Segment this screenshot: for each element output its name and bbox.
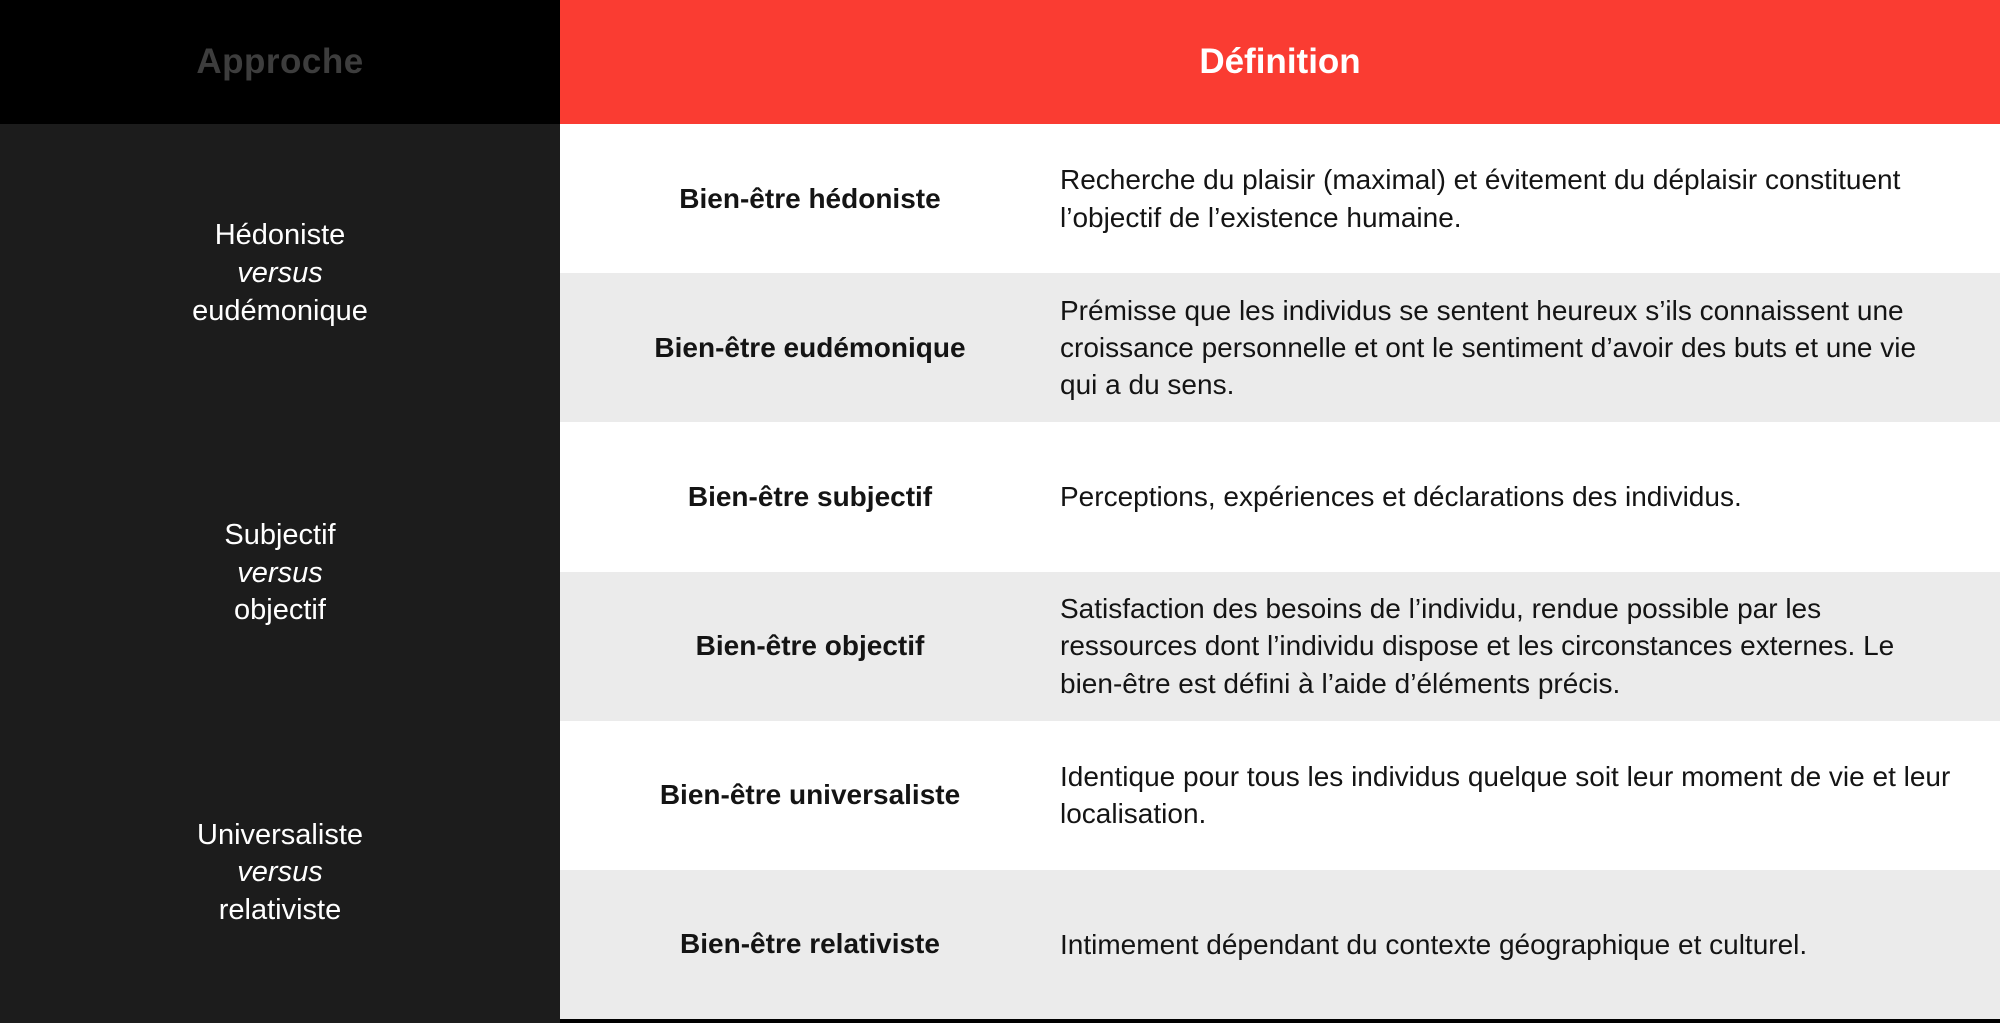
definition-column bbox=[560, 0, 2000, 1023]
row-term: Bien-être eudémonique bbox=[654, 331, 966, 363]
approach-group-line-1: Hédoniste bbox=[214, 219, 346, 252]
approach-group-versus: versus bbox=[237, 556, 323, 589]
definition-header-cell bbox=[560, 0, 2000, 124]
table-row bbox=[560, 273, 2000, 422]
approach-group-line-3: relativiste bbox=[218, 894, 342, 927]
definition-row-list bbox=[560, 124, 2000, 1019]
table-row bbox=[560, 124, 2000, 273]
row-definition: Intimement dépendant du contexte géographique et culturel. bbox=[1060, 928, 1808, 960]
approach-group-line-3: eudémonique bbox=[192, 294, 368, 327]
approach-group-hedoniste bbox=[0, 124, 560, 424]
table-row bbox=[560, 721, 2000, 870]
row-definition: Perceptions, expériences et déclarations des individus. bbox=[1060, 481, 1742, 513]
table-row bbox=[560, 572, 2000, 721]
table-row bbox=[560, 870, 2000, 1019]
row-term: Bien-être subjectif bbox=[687, 480, 933, 512]
approach-header-cell bbox=[0, 0, 560, 124]
row-term: Bien-être objectif bbox=[695, 630, 925, 662]
approach-group-list bbox=[0, 124, 560, 1023]
row-term: Bien-être universaliste bbox=[659, 779, 961, 811]
table-row bbox=[560, 422, 2000, 571]
row-term: Bien-être relativiste bbox=[680, 928, 940, 960]
row-definition: Identique pour tous les individus quelque soit leur moment de vie et leur localisation. bbox=[1060, 761, 1951, 830]
approach-group-universaliste bbox=[0, 723, 560, 1023]
approach-group-versus: versus bbox=[237, 256, 323, 289]
approach-group-subjectif bbox=[0, 424, 560, 724]
approach-header-label: Approche bbox=[196, 42, 364, 81]
definition-header-label: Définition bbox=[1199, 42, 1361, 81]
table-bottom-rule bbox=[560, 1019, 2000, 1023]
approach-group-versus: versus bbox=[237, 856, 323, 889]
row-term: Bien-être hédoniste bbox=[679, 182, 941, 214]
row-definition: Satisfaction des besoins de l’individu, rendue possible par les ressources dont l’individu dispose et les circonstances externes. Le bien-être est défini à l’aide d’éléments précis. bbox=[1060, 593, 1895, 699]
approach-group-line-1: Universaliste bbox=[197, 818, 363, 851]
approach-group-line-1: Subjectif bbox=[224, 518, 336, 551]
row-definition: Recherche du plaisir (maximal) et évitement du déplaisir constituent l’objectif de l’existence humaine. bbox=[1060, 164, 1901, 233]
approach-group-line-3: objectif bbox=[234, 594, 326, 627]
row-definition: Prémisse que les individus se sentent heureux s’ils connaissent une croissance personnelle et ont le sentiment d’avoir des buts et une vie qui a du sens. bbox=[1060, 294, 1917, 401]
approach-column bbox=[0, 0, 560, 1023]
